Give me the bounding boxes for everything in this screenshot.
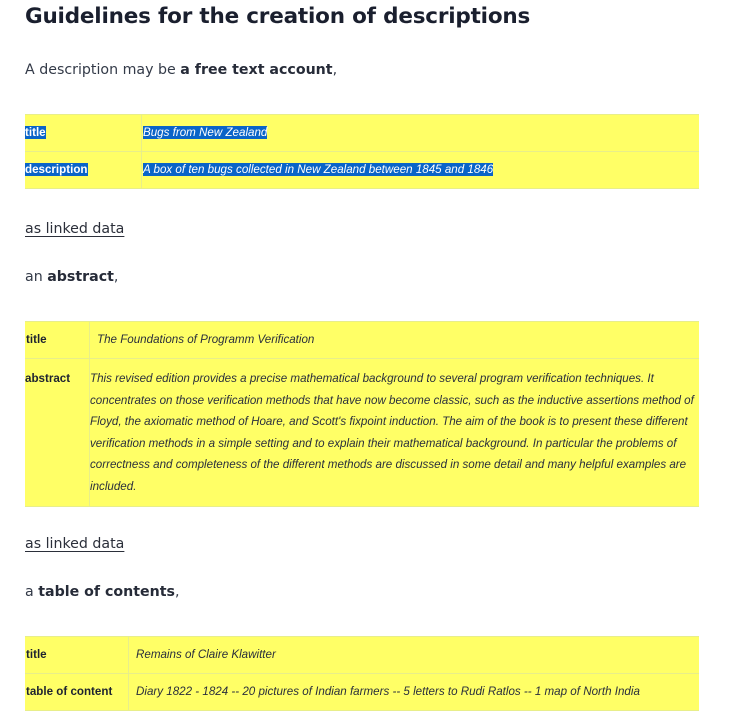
- toc-table: [25, 636, 699, 711]
- toc-key: table of content: [25, 674, 129, 711]
- abstract-key: abstract: [25, 359, 90, 507]
- table-row: [25, 674, 699, 711]
- title-value: Remains of Claire Klawitter: [129, 637, 700, 674]
- table-row: [25, 359, 699, 507]
- title-key: title: [25, 637, 129, 674]
- toc-paragraph: [25, 584, 180, 600]
- free-text-table: [25, 114, 699, 189]
- table-row: [25, 152, 699, 189]
- abstract-bold: abstract: [47, 269, 114, 285]
- linked-data-link-1[interactable]: as linked data: [25, 221, 125, 237]
- table-key-cell: [25, 152, 142, 189]
- abstract-table: [25, 321, 699, 507]
- linked-data-link-2[interactable]: as linked data: [25, 536, 125, 552]
- abstract-value: This revised edition provides a precise mathematical background to several program verification techniques. It concentrates on those verification methods that have now become classic, such as the inductive assertions method of Floyd, the axiomatic method of Hoare, and Scott's fixpoint induction. The aim of the book is to present these different verification methods in a simple setting and to explain their mathematical background. In particular the problems of correctness and completeness of the different methods are discussed in some detail and many helpful examples are included.: [90, 359, 700, 507]
- table-row: [25, 115, 699, 152]
- table-key-cell: [25, 115, 142, 152]
- table-value-cell: [142, 115, 700, 152]
- description-key: description: [25, 163, 88, 176]
- intro-bold: a free text account: [180, 62, 333, 78]
- intro-suffix: ,: [332, 62, 338, 78]
- abstract-paragraph: [25, 269, 118, 285]
- description-value: A box of ten bugs collected in New Zealand between 1845 and 1846: [143, 163, 494, 176]
- table-value-cell: [142, 152, 700, 189]
- toc-value: Diary 1822 - 1824 -- 20 pictures of Indian farmers -- 5 letters to Rudi Ratlos -- 1 map of North India: [129, 674, 700, 711]
- title-key: title: [25, 126, 46, 139]
- toc-bold: table of contents: [38, 584, 176, 600]
- title-value: Bugs from New Zealand: [143, 126, 268, 139]
- toc-suffix: ,: [175, 584, 180, 600]
- intro-paragraph: [25, 62, 337, 78]
- page-title: Guidelines for the creation of descriptions: [25, 4, 531, 29]
- table-row: [25, 637, 699, 674]
- table-row: [25, 322, 699, 359]
- title-key: title: [25, 322, 90, 359]
- abstract-prefix: an: [25, 269, 48, 285]
- title-value: The Foundations of Programm Verification: [90, 322, 700, 359]
- toc-prefix: a: [25, 584, 39, 600]
- intro-prefix: A description may be: [25, 62, 181, 78]
- abstract-suffix: ,: [113, 269, 119, 285]
